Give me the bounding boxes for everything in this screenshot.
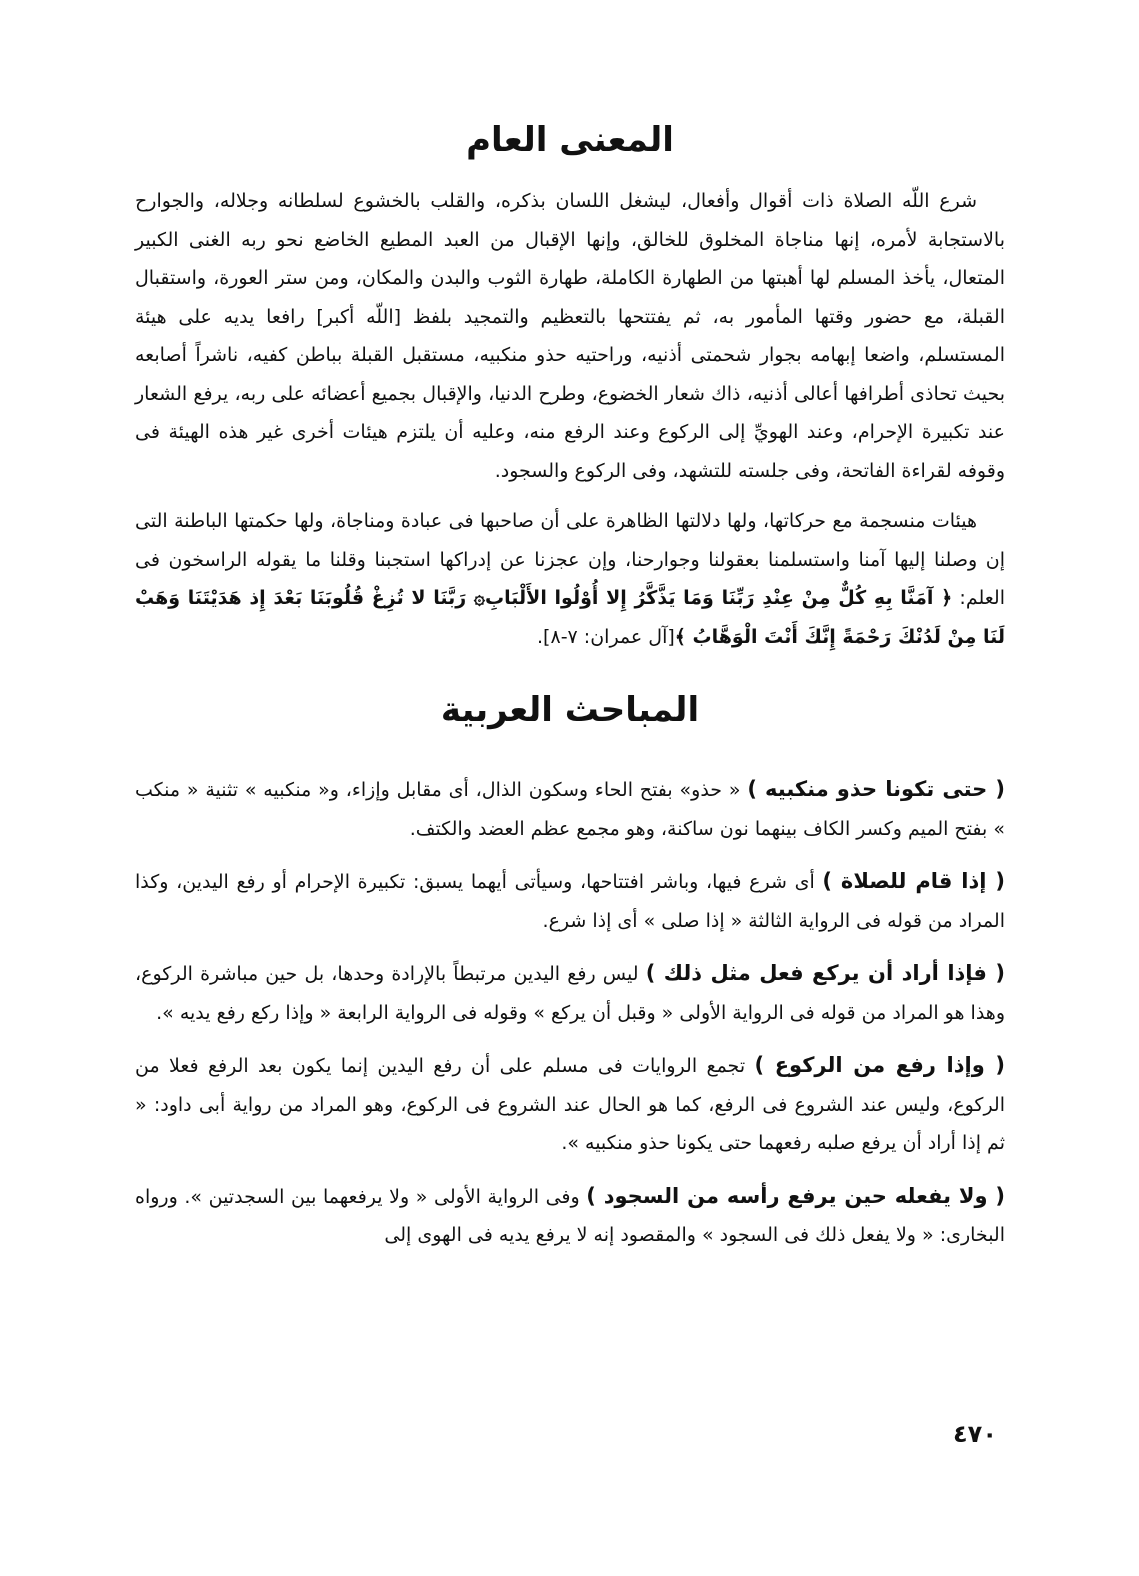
section-title-linguistic: المباحث العربية [440, 690, 700, 730]
linguistic-term: ( ولا يفعله حين يرفع رأسه من السجود ) [586, 1183, 1005, 1208]
verse-reference: [آل عمران: ٧-٨]. [537, 625, 675, 648]
linguistic-term: ( وإذا رفع من الركوع ) [754, 1053, 1006, 1077]
paragraph-general-meaning-1: شرع اللّه الصلاة ذات أقوال وأفعال، ليشغل اللسان بذكره، والقلب بالخشوع لسلطانه وجلاله، والجوارح بالاستجابة لأمره، إنها مناجاة المخلوق للخالق، وإنها الإقبال من العبد المطيع الخاضع نحو ربه الغنى الكبير المتعال، يأخذ المسلم لها أهبتها من الطهارة الكاملة، طهارة الثوب والبدن والمكان، ومن ستر العورة، واستقبال القبلة، مع حضور وقتها المأمور به، ثم يفتتحها بالتعظيم والتمجيد بلفظ [اللّه أكبر] رافعا يديه على هيئة المستسلم، واضعا إبهامه بجوار شحمتى أذنيه، وراحتيه حذو منكبيه، مستقبل القبلة بباطن كفيه، ناشراً أصابعه بحيث تحاذى أطرافها أعالى أذنيه، ذاك شعار الخضوع، وطرح الدنيا، والإقبال بجميع أعضائه على ربه، يرفع الشعار عند تكبيرة الإحرام، وعند الهويِّ إلى الركوع وعند الرفع منه، وعليه أن يلتزم هيئات أخرى غير هذه الهيئة فى وقوفه لقراءة الفاتحة، وفى جلسته للتشهد، وفى الركوع والسجود. [135, 190, 1005, 482]
paragraph-general-meaning-2 [135, 502, 1005, 656]
linguistic-entry [135, 862, 1005, 940]
linguistic-entry [135, 1046, 1005, 1163]
linguistic-entry [135, 1177, 1005, 1255]
paragraph-text: هيئات منسجمة مع حركاتها، ولها دلالتها الظاهرة على أن صاحبها فى عبادة ومناجاة، ولها حكمتها الباطنة التى إن وصلنا إليها آمنا واستسلمنا بعقولنا وجوارحنا، وإن عجزنا عن إدراكها استجبنا وقلنا ما يقوله الراسخون فى العلم: [135, 510, 1005, 609]
linguistic-entry [135, 770, 1005, 848]
linguistic-explanation: « حذو» بفتح الحاء وسكون الذال، أى مقابل وإزاء، و« منكبيه » تثنية « منكب » بفتح الميم وكسر الكاف بينهما نون ساكنة، وهو مجمع عظم العضد والكتف. [135, 779, 1005, 840]
linguistic-entry [135, 954, 1005, 1032]
linguistic-explanation: وفى الرواية الأولى « ولا يرفعهما بين السجدتين ». ورواه البخارى: « ولا يفعل ذلك فى السجود » والمقصود إنه لا يرفع يديه فى الهوى إلى [135, 1185, 1005, 1246]
linguistic-explanation: تجمع الروايات فى مسلم على أن رفع اليدين إنما يكون بعد الرفع فعلا من الركوع، وليس عند الشروع فى الرفع، كما هو الحال عند الشروع فى الركوع، وهو المراد من رواية أبى داود: « ثم إذا أراد أن يرفع صلبه رفعهما حتى يكونا حذو منكبيه ». [135, 1055, 1005, 1154]
linguistic-explanation: ليس رفع اليدين مرتبطاً بالإرادة وحدها، بل حين مباشرة الركوع، وهذا هو المراد من قوله فى الرواية الأولى « وقبل أن يركع » وقوله فى الرواية الرابعة « وإذا ركع رفع يديه ». [135, 963, 1005, 1024]
document-page [135, 100, 1005, 1520]
linguistic-term: ( فإذا أراد أن يركع فعل مثل ذلك ) [645, 961, 1005, 985]
section-title-general-meaning: المعنى العام [466, 120, 674, 160]
page-number: ٤٧٠ [953, 1420, 997, 1448]
linguistic-term: ( إذا قام للصلاة ) [822, 869, 1005, 893]
linguistic-explanation: أى شرع فيها، وباشر افتتاحها، وسيأتى أيهما يسبق: تكبيرة الإحرام أو رفع اليدين، وكذا المراد من قوله فى الرواية الثالثة « إذا صلى » أى إذا شرع. [135, 871, 1005, 932]
linguistic-term: ( حتى تكونا حذو منكبيه ) [747, 777, 1005, 801]
quran-verse: ﴿ آمَنَّا بِهِ كُلٌّ مِنْ عِنْدِ رَبِّنَا وَمَا يَذَّكَّرُ إِلا أُوْلُوا الأَلْبَابِ۞ رَبَّنَا لا تُزِغْ قُلُوبَنَا بَعْدَ إِذ هَدَيْتَنَا وَهَبْ لَنَا مِنْ لَدُنْكَ رَحْمَةً إِنَّكَ أَنْتَ الْوَهَّابُ ﴾ [135, 587, 1005, 648]
